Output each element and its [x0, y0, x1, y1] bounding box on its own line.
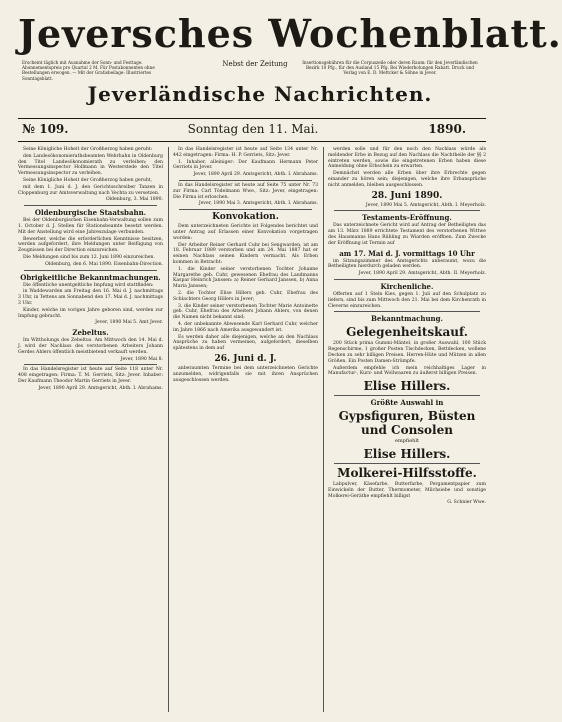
paragraph: Bewerber, welche die erforderlichen Kenntnisse besitzen, werden aufgefordert, ihre Meldungen unter Beifügung von Zeugnissen bei der Direction einzureichen. — [18, 236, 163, 254]
column-divider — [323, 147, 324, 712]
paragraph: werden solle und für den noch den Nachlass würde als meldender Erbe in Bezug auf den Nachlass die Nachtheile der §§ 2 eintreten werden, sowie die eingetretenen Erben haben diese Anmeldung ohne Erbschein zu erwarten. — [328, 147, 486, 170]
header-rule-bottom — [18, 141, 486, 142]
advertising-info: Insertionsgebühren für die Corpuszeile oder deren Raum: für den Jeverländischen Bezirk 10 Pfg., für den Ausland 15 Pfg. Bei Wiederholungen Rabatt. Druck und Verlag von E. D. Mettcker & Söhne in Jever. — [302, 60, 478, 76]
separator — [179, 180, 312, 181]
paragraph: In das Handelsregister ist heute auf Seite 134 unter Nr. 442 eingetragen: Firma: H. P. Gerriets, Sitz: Jever. — [173, 147, 318, 158]
paragraph: Das unterzeichnete Gericht wird auf Antrag der Betheiligten das am 13. März 1889 errichtete Testament des verstorbenen Wittwe des Hausmanns Hans Rühling zu Wiarden eröffnen. Zum Zwecke der Eröffnung ist Termin auf — [328, 223, 486, 246]
ad-text: empfiehlt — [394, 438, 420, 445]
paragraph: 200 Stück prima Gummi-Mäntel, in großer Auswahl, 100 Stück Regenschirme, 1 großer Posten Tischdecken, Bettdecken, wollene Decken zu sehr billigen Preisen. Herren-Hüte und Mützen in allen Größen. Ein Posten Damen-Strümpfe. — [328, 341, 486, 364]
paragraph: Es werden daher alle diejenigen, welche an den Nachlass Ansprüche zu haben vermeinen, aufgefordert, dieselben spätestens in dem auf — [173, 334, 318, 352]
section-heading: Testaments-Eröffnung. — [362, 213, 452, 223]
section-heading: Obrigkeitliche Bekanntmachungen. — [20, 272, 161, 282]
issue-year: 1890. — [428, 122, 466, 136]
separator — [179, 209, 312, 210]
paragraph: Offerten auf 1 Stein Kies, gegen 1. Juli auf den Schulplatz zu liefern, sind bis zum Mittwoch den 21. Mai bei dem Kirchenrath in Cleverns einzureichen. — [328, 291, 486, 309]
term-date: 28. Juni 1890. — [371, 190, 443, 201]
column-2 — [173, 147, 318, 714]
signature: Oldenburg, 3. Mai 1890. — [105, 197, 163, 203]
paragraph: Außerdem empfehle ich mein reichhaltiges Lager in Manufactur-, Kurz- und Wollwaaren zu äußerst billigen Preisen. — [328, 365, 486, 377]
header-rule-top — [18, 118, 486, 119]
signature: Jever, 1890 Mai 5. Amt Jever. — [95, 320, 163, 326]
signature: G. Schnier Wwe. — [447, 500, 486, 506]
paragraph: Dem unterzeichneten Gerichte ist Folgendes berichtet und unter Antrag auf Erlassen einer Konvokation vorgetragen worden: — [173, 224, 318, 241]
paragraph: Demnächst werden alle Erben über ihre Erbrechte gegen einander zu hören sein; diejenigen, welche ihre Erbansprüche nicht anmelden, bleiben ausgeschlossen. — [328, 171, 486, 188]
issue-number: № 109. — [22, 122, 69, 136]
paragraph: 1. die Kinder seiner verstorbenen Tochter Johanne Margarethe geb. Cuhr, gewesenen Ehefrau des Landmanns Kaspar Heinrich Janssen: a) Reiner Gerhard Janssen, b) Anna Maria Janssen; — [173, 266, 318, 290]
paragraph: Im Wittholungs des Zebeltus. Am Mittwoch den 14. Mai d. J. wird der Nachlass des verstorbenen Arbeiters Johann Gerdes Ahlers öffentlich meistbietend verkauft werden. — [18, 338, 163, 355]
paragraph: Bei der Oldenburgischen Eisenbahn-Verwaltung sollen zum 1. October d. J. Stellen für Stationsbeamte besetzt werden. Mit der Anstellung wird eine Jahreszulage verbunden. — [18, 218, 163, 235]
separator — [24, 364, 157, 365]
masthead-subtitle: Jeverländische Nachrichten. — [87, 82, 433, 106]
section-heading: Bekanntmachung. — [371, 314, 443, 324]
separator — [24, 205, 157, 206]
paragraph: 1. Inhaber, alleiniger: Der Kaufmann Hermann Peter Gerriets in Jever. — [173, 159, 318, 171]
term-date: am 17. Mai d. J. vormittags 10 Uhr — [339, 248, 475, 258]
paragraph: in Waddewarden am Freitag den 16. Mai d. J. nachmittags 3 Uhr, in Tettens am Sonnabend den 17. Mai d. J. nachmittags 3 Uhr. — [18, 289, 163, 306]
paragraph: Die Meldungen sind bis zum 12. Juni 1890 einzureichen. — [23, 254, 155, 260]
separator — [334, 279, 480, 280]
ad-heading: Gypsfiguren, Büsten und Consolen — [338, 409, 476, 438]
term-date: 26. Juni d. J. — [214, 353, 277, 364]
signature: Jever, 1890 Mai 5. Amtsgericht, Abth. I. Meyerholz. — [365, 202, 486, 208]
paragraph: In das Handelsregister ist heute auf Seite 118 unter Nr. 408 eingetragen: Firma: T. M. Gerriets, Sitz: Jever. Inhaber: Der Kaufmann Theodor Martin Gerriets in Jever. — [18, 367, 163, 384]
section-heading: Konvokation. — [212, 212, 279, 223]
masthead-title: Jeversches Wochenblatt. — [18, 11, 562, 56]
paragraph: Die öffentliche unentgeltliche Impfung wird stattfinden: — [23, 282, 154, 288]
separator — [334, 210, 480, 211]
ad-heading: Molkerei-Hilfsstoffe. — [337, 465, 477, 480]
paragraph: In das Handelsregister ist heute auf Seite 75 unter Nr. 73 zur Firma: Carl Tödelmann Wwe., Sitz: Jever, eingetragen: Die Firma ist erloschen. — [173, 182, 318, 200]
paragraph: Kinder, welche im vorigen Jahre geboren sind, werden zur Impfung gebracht. — [18, 307, 163, 319]
separator — [24, 270, 157, 271]
ad-name: Elise Hillers. — [363, 446, 451, 461]
masthead-supplement: Nebst der Zeitung — [222, 60, 288, 68]
paragraph: mit dem 1. Juni d. J. den Gerichtsschreiber Tanzen in Cloppenburg zur Amtsverwaltung nach Vechta zu versetzen. — [18, 184, 163, 196]
paragraph: 4. der unbekannte Abwesende Karl Gerhard Cuhr, welcher im Jahre 1866 nach Amerika ausgewandert ist. — [173, 321, 318, 333]
section-heading: Zebeltus. — [72, 328, 109, 338]
ad-name: Elise Hillers. — [363, 379, 451, 394]
signature: Oldenburg, den 6. Mai 1890. Eisenbahn-Direction. — [45, 261, 163, 267]
paragraph: anberaumten Termine bei dem unterzeichneten Gerichte anzumelden, widrigenfalls sie mit ihren Ansprüchen ausgeschlossen werden. — [173, 365, 318, 383]
paragraph: Seine Königliche Hoheit der Großherzog haben geruht: — [23, 147, 153, 152]
column-3 — [328, 147, 486, 714]
paragraph: Seine Königliche Hoheit der Großherzog haben geruht, — [23, 177, 153, 183]
subscription-info: Erscheint täglich mit Ausnahme der Sonn- und Festtage. Abonnementspreis pro Quartal 2 M. Für Postabonnenten ohne Bestellungen erwogen. — Mit der Gratisbeilage: Illustriertes Sonntagsblatt. — [22, 60, 155, 81]
section-heading: Kirchenliche. — [380, 281, 434, 291]
separator — [334, 311, 480, 312]
signature: Jever, 1890 Mai 3. Amtsgericht, Abth. I. Abrahams. — [198, 201, 318, 207]
paragraph: im Sitzungszimmer des Amtsgerichts anberaumt, wozu die Betheiligten hierdurch geladen werden. — [328, 258, 486, 270]
signature: Jever, 1890 April 29. Amtsgericht, Abth. II. Meyerholz. — [358, 271, 486, 277]
separator — [334, 395, 480, 396]
paragraph: Der Arbeiter Reiner Gerhard Cuhr bei Sengwarden, ist am 18. Februar 1889 verstorben und am 24. Mai 1887 hat er seinen Nachlass seinen Kindern vermacht. Als Erben kommen in Betracht: — [173, 242, 318, 265]
paragraph: 3. die Kinder seiner verstorbenen Tochter Marie Antoinette geb. Cuhr, Ehefrau des Arbeiters Johann Ahlers, von denen die Namen nicht bekannt sind; — [173, 303, 318, 321]
column-1 — [18, 147, 163, 714]
ad-heading: Gelegenheitskauf. — [346, 325, 468, 340]
signature: Jever, 1890 Mai 8. — [120, 356, 163, 362]
separator — [334, 463, 480, 464]
paragraph: den Landesökonomierathsbeamten Wehrhahn in Oldenburg den Titel Landesökonomierath zu verleihen; den Vermessungsinspector Hollmann in Westerstede den Titel Vermessungsinspector zu verleihen. — [18, 153, 163, 177]
paragraph: Labpulver, Käsefarbe, Butterfarbe, Pergamentpapier zum Einwickeln der Butter, Thermometer, Milchsiebe und sonstige Molkerei-Geräthe empfiehlt billigst — [328, 481, 486, 499]
issue-date: Sonntag den 11. Mai. — [187, 122, 319, 136]
paragraph: 2. die Tochter Elise Hillers geb. Cuhr, Ehefrau des Schlachters Georg Hillers in Jever; — [173, 290, 318, 302]
column-divider — [168, 147, 169, 712]
section-heading: Oldenburgische Staatsbahn. — [34, 208, 147, 218]
signature: Jever, 1890 April 29. Amtsgericht, Abth. I. Abrahams. — [193, 172, 318, 178]
ad-text: Größte Auswahl in — [370, 398, 444, 408]
dateline — [18, 122, 486, 140]
signature: Jever, 1890 April 29. Amtsgericht, Abth. I. Abrahams. — [38, 385, 163, 391]
